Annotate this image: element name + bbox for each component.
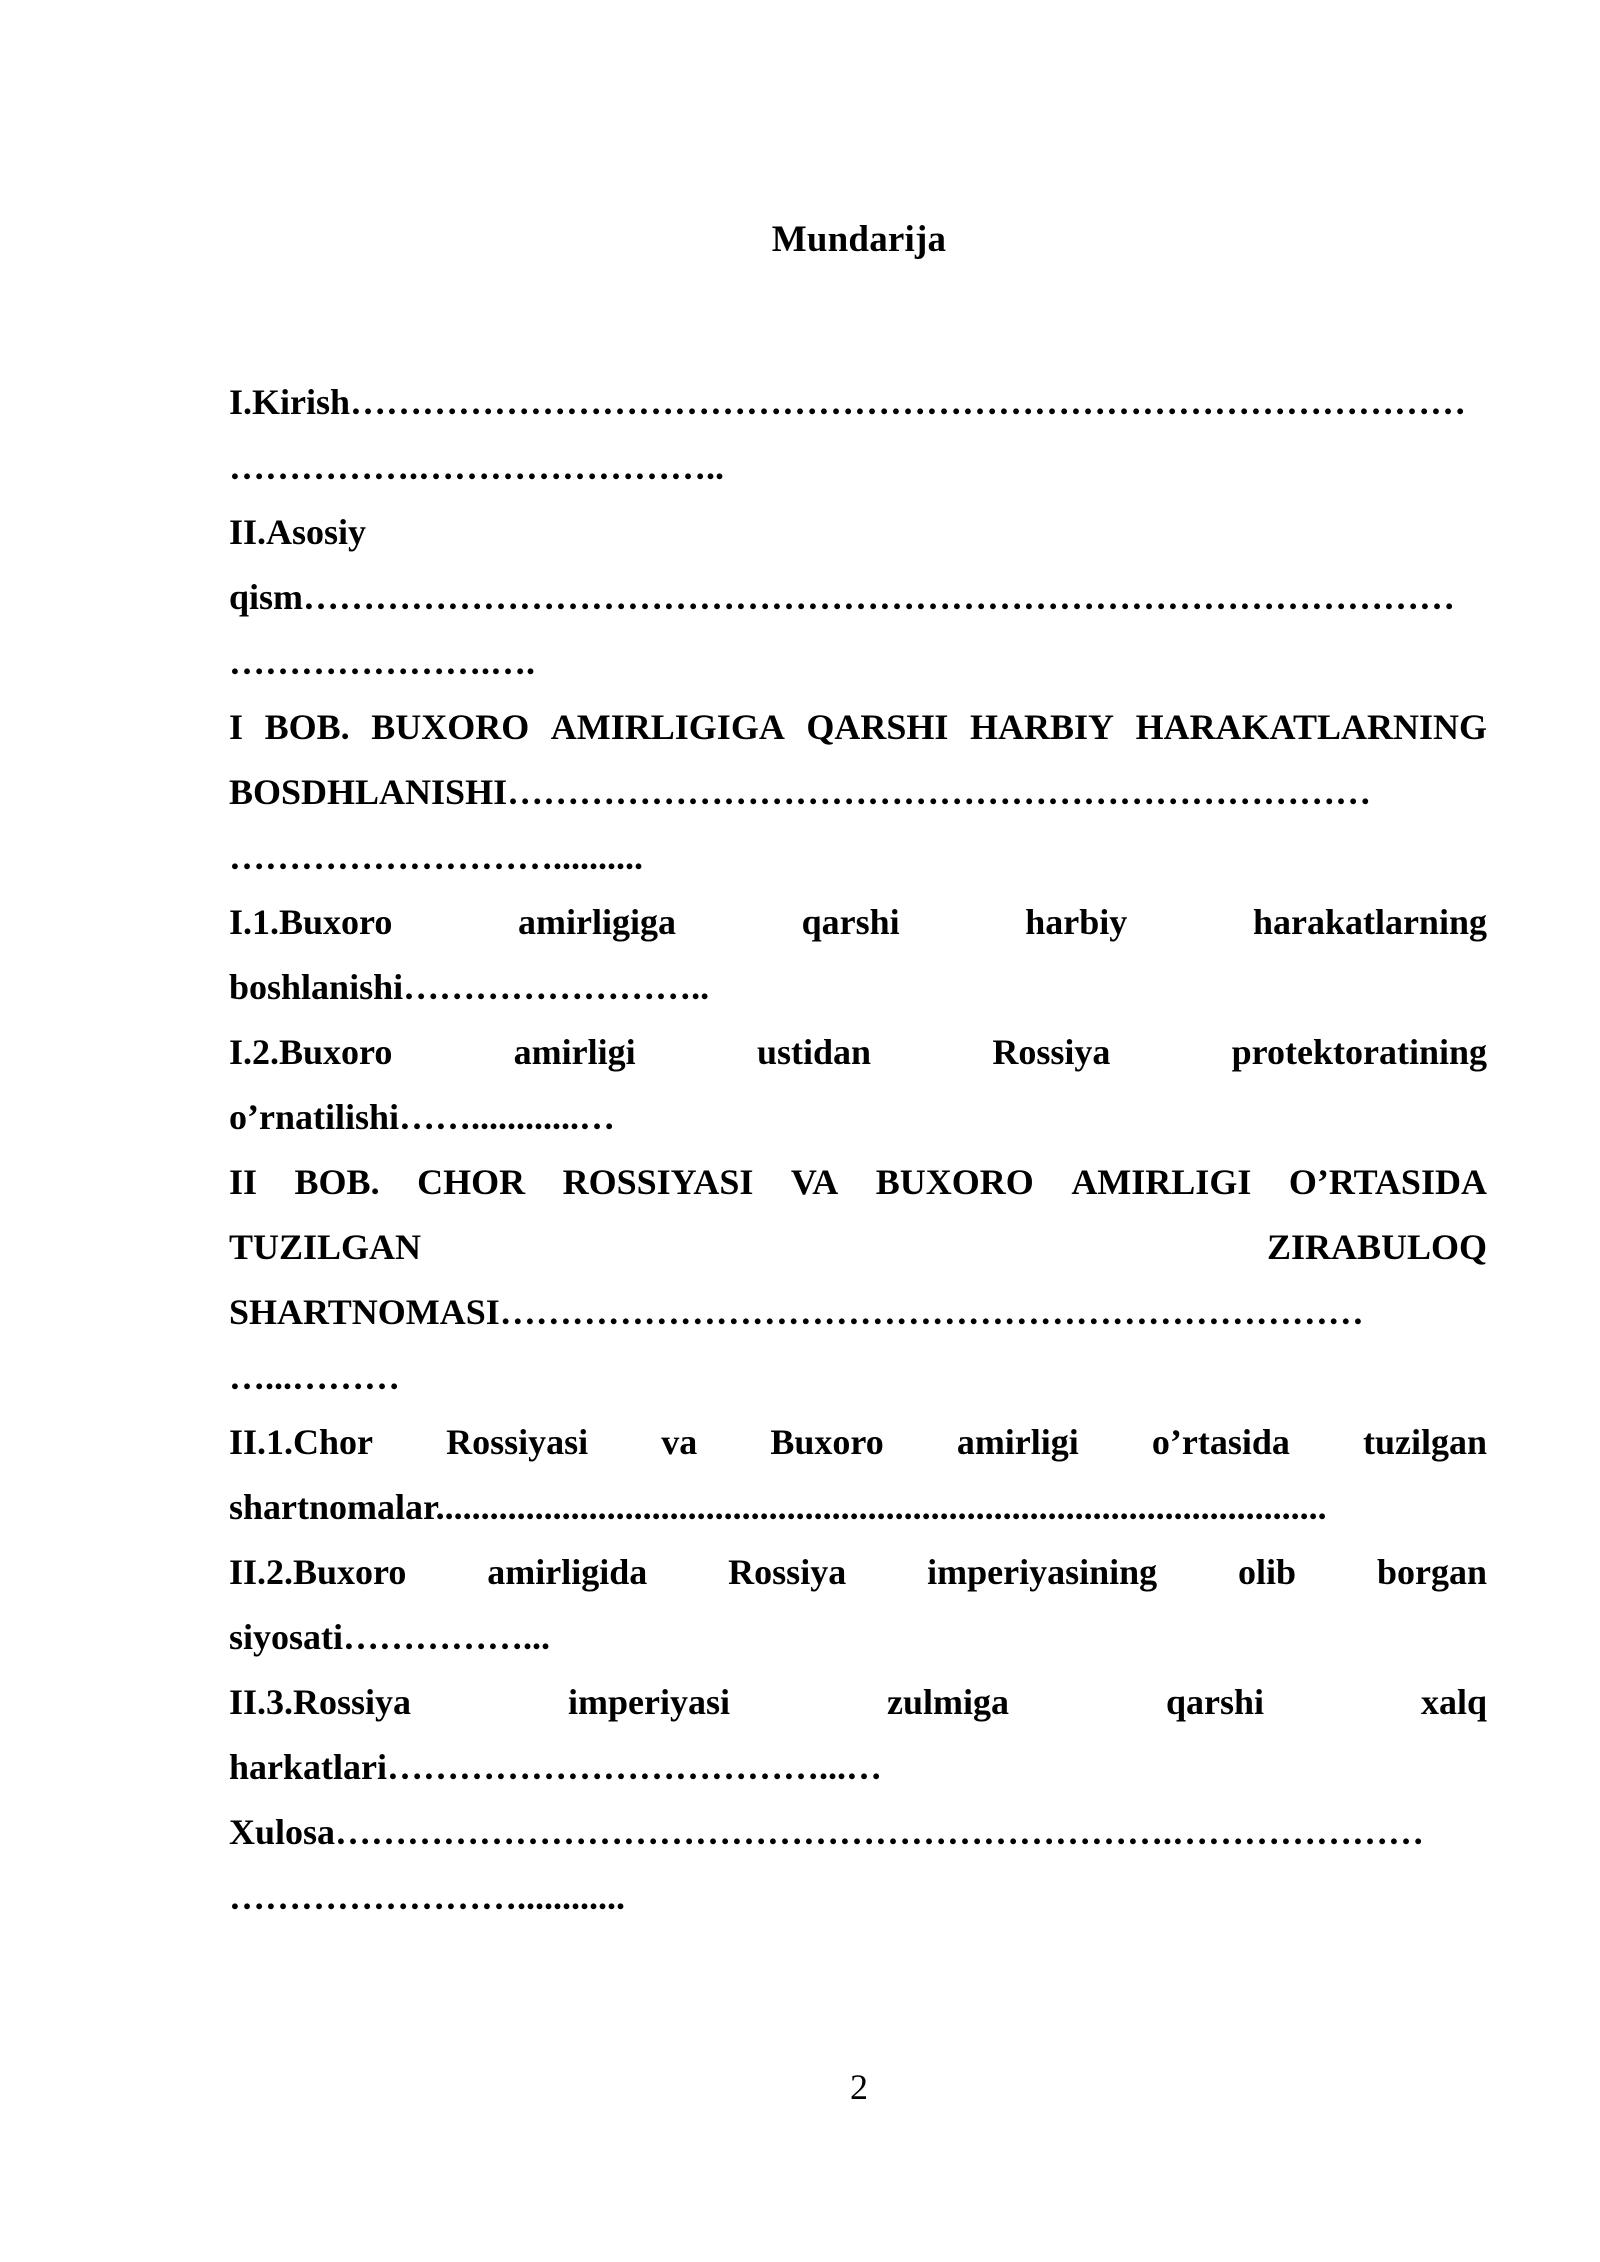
toc-word: I: [229, 707, 244, 747]
toc-word: imperiyasining: [927, 1552, 1158, 1592]
toc-word: I.2.Buxoro: [229, 1032, 393, 1072]
toc-line: [229, 1150, 1487, 1215]
toc-word: Rossiyasi: [446, 1422, 589, 1462]
toc-line: [229, 1670, 1487, 1735]
table-of-contents: [229, 370, 1487, 1930]
toc-line: [229, 1020, 1487, 1085]
toc-word: harakatlarning: [1252, 902, 1487, 942]
toc-word: olib: [1238, 1552, 1297, 1592]
toc-word: harbiy: [1025, 902, 1128, 942]
toc-line: [229, 1215, 1487, 1280]
toc-word: imperiyasi: [568, 1682, 730, 1722]
toc-line: ………………….….: [229, 642, 535, 682]
toc-line: boshlanishi……………………..: [229, 967, 710, 1007]
toc-word: BUXORO: [371, 707, 530, 747]
toc-word: zulmiga: [886, 1682, 1009, 1722]
toc-word: AMIRLIGIGA: [550, 707, 785, 747]
toc-line: Xulosa…………………………………………………………….…………………: [229, 1812, 1425, 1852]
toc-word: AMIRLIGI: [1071, 1162, 1252, 1202]
toc-word: CHOR: [417, 1162, 526, 1202]
toc-line: siyosati……………...: [229, 1617, 551, 1657]
toc-word: qarshi: [1165, 1682, 1264, 1722]
toc-word: II.2.Buxoro: [229, 1552, 407, 1592]
toc-line: ……………………............: [229, 1877, 625, 1917]
page-title: Mundarija: [771, 219, 947, 260]
page-number: 2: [850, 2067, 868, 2107]
toc-word: amirligi: [956, 1422, 1079, 1462]
toc-line: BOSDHLANISHI………………………………………………………………: [229, 772, 1372, 812]
toc-line: …………….……………………..: [229, 447, 724, 487]
toc-word: I.1.Buxoro: [229, 902, 393, 942]
toc-line: SHARTNOMASI………………………………………………………………: [229, 1292, 1364, 1332]
toc-word: amirligiga: [518, 902, 676, 942]
toc-word: amirligi: [513, 1032, 636, 1072]
toc-word: HARBIY: [970, 707, 1115, 747]
toc-line: [229, 695, 1487, 760]
toc-word: xalq: [1420, 1682, 1487, 1722]
toc-word: BUXORO: [875, 1162, 1034, 1202]
toc-word: amirligida: [487, 1552, 648, 1592]
toc-word: Rossiya: [728, 1552, 847, 1592]
toc-word: QARSHI: [806, 707, 949, 747]
toc-line: I.Kirish…………………………………………………………………………………: [229, 382, 1467, 422]
toc-word: BOB.: [294, 1162, 380, 1202]
toc-line: ………………………..........: [229, 837, 643, 877]
toc-word: borgan: [1376, 1552, 1487, 1592]
toc-word: Buxoro: [770, 1422, 884, 1462]
toc-word: Rossiya: [992, 1032, 1111, 1072]
toc-word: II.1.Chor: [229, 1422, 374, 1462]
toc-line: …...………: [229, 1357, 400, 1397]
toc-line: shartnomalar...................................................................................................: [229, 1487, 1327, 1527]
toc-word: qarshi: [801, 902, 900, 942]
toc-line: [229, 1410, 1487, 1475]
toc-word: o’rtasida: [1151, 1422, 1290, 1462]
toc-word: ustidan: [756, 1032, 872, 1072]
toc-word: VA: [790, 1162, 839, 1202]
toc-word: HARAKATLARNING: [1135, 707, 1487, 747]
toc-line: o’rnatilishi……............…: [229, 1097, 616, 1137]
toc-line: II.Asosiy: [229, 512, 367, 552]
toc-word: O’RTASIDA: [1288, 1162, 1487, 1202]
toc-word: protektoratining: [1231, 1032, 1487, 1072]
toc-word: BOB.: [264, 707, 350, 747]
toc-word: II.3.Rossiya: [229, 1682, 412, 1722]
toc-line: harkatlari………………………………...…: [229, 1747, 882, 1787]
toc-word: ROSSIYASI: [562, 1162, 754, 1202]
toc-word: II: [229, 1162, 258, 1202]
toc-word: va: [661, 1422, 698, 1462]
toc-word: ZIRABULOQ: [1266, 1227, 1487, 1267]
toc-line: [229, 890, 1487, 955]
toc-line: [229, 1540, 1487, 1605]
toc-line: qism……………………………………………………………………………………: [229, 577, 1456, 617]
toc-word: TUZILGAN: [229, 1227, 422, 1267]
toc-word: tuzilgan: [1362, 1422, 1487, 1462]
